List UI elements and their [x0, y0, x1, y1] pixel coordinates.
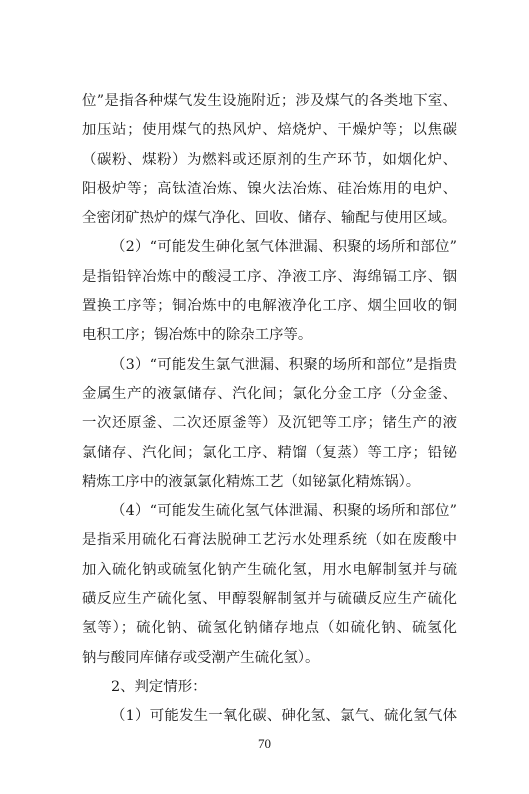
text-line: （2）“可能发生砷化氢气体泄漏、积聚的场所和部位” — [111, 239, 457, 256]
text-line: 置换工序等；铜冶炼中的电解液净化工序、烟尘回收的铜 — [82, 298, 457, 315]
text-line: 电积工序；锡冶炼中的除杂工序等。 — [82, 327, 313, 344]
text-line: 氢等）；硫化钠、硫氢化钠储存地点（如硫化钠、硫氢化 — [82, 620, 457, 637]
page-number: 70 — [258, 736, 271, 751]
text-line: 加压站；使用煤气的热风炉、焙烧炉、干燥炉等；以焦碳 — [82, 122, 457, 139]
text-line: 精炼工序中的液氯氯化精炼工艺（如铋氯化精炼锅）。 — [82, 473, 421, 490]
text-line: 钠与酸同库储存或受潮产生硫化氢）。 — [82, 649, 320, 666]
text-line: 氯储存、汽化间；氯化工序、精馏（复蒸）等工序；铅铋 — [82, 444, 457, 461]
text-line: （4）“可能发生硫化氢气体泄漏、积聚的场所和部位” — [111, 503, 457, 520]
text-line: （碳粉、煤粉）为燃料或还原剂的生产环节，如烟化炉、 — [82, 151, 457, 168]
text-line: 一次还原釜、二次还原釜等）及沉钯等工序；锗生产的液 — [82, 415, 457, 432]
text-line: 全密闭矿热炉的煤气净化、回收、储存、输配与使用区域。 — [82, 210, 457, 227]
text-line: 是指采用硫化石膏法脱砷工艺污水处理系统（如在废酸中 — [82, 532, 457, 549]
text-line: 阳极炉等；高钛渣冶炼、镍火法冶炼、硅冶炼用的电炉、 — [82, 180, 457, 197]
text-line: 位”是指各种煤气发生设施附近；涉及煤气的各类地下室、 — [82, 93, 457, 109]
text-line: （1）可能发生一氧化碳、砷化氢、氯气、硫化氢气体 — [111, 708, 457, 725]
text-line: 金属生产的液氯储存、汽化间；氯化分金工序（分金釜、 — [82, 385, 457, 402]
text-line: 加入硫化钠或硫氢化钠产生硫化氢，用水电解制氢并与硫 — [82, 561, 457, 578]
text-line: 2、判定情形： — [111, 678, 207, 695]
body-text — [82, 87, 457, 732]
text-line: （3）“可能发生氯气泄漏、积聚的场所和部位”是指贵 — [111, 356, 457, 373]
text-line: 是指铅锌冶炼中的酸浸工序、净液工序、海绵镉工序、铟 — [82, 268, 457, 285]
text-line: 磺反应生产硫化氢、甲醇裂解制氢并与硫磺反应生产硫化 — [82, 591, 457, 608]
